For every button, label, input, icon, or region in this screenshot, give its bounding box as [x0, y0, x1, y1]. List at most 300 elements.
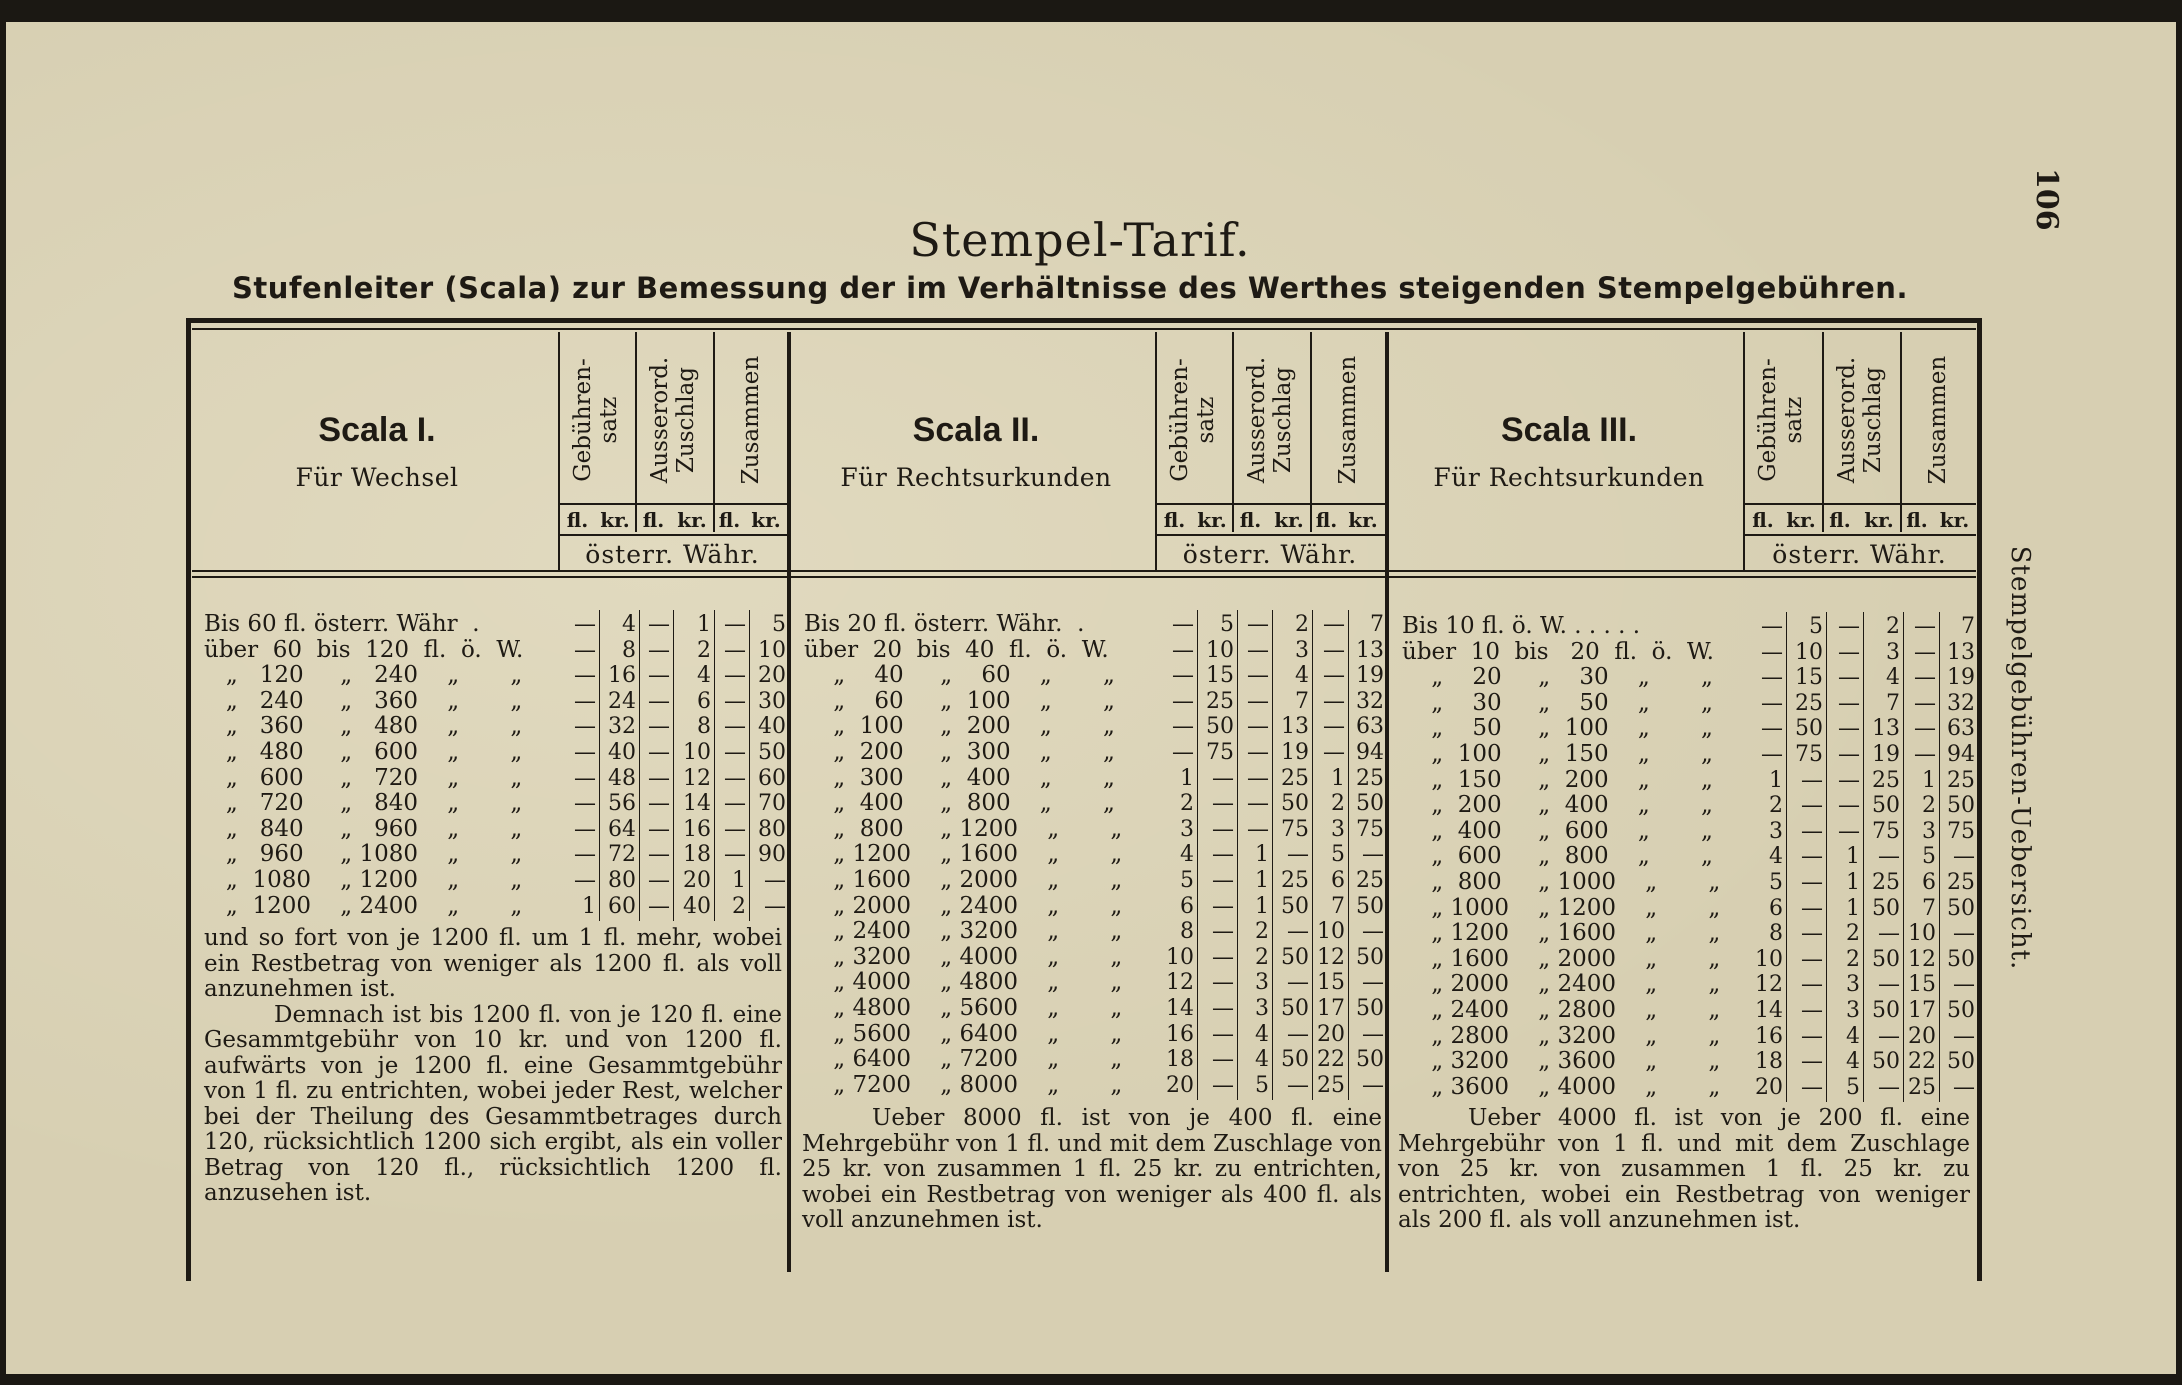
- zuschlag-fl-cell: —: [648, 714, 670, 740]
- gebuehr-fl-cell: —: [574, 740, 596, 765]
- gebuehr-kr-cell: 10: [1795, 639, 1823, 665]
- zuschlag-kr-cell: 50: [1872, 946, 1900, 972]
- gebuehr-fl-cell: 8: [1769, 921, 1783, 947]
- table-row: [804, 996, 1382, 1021]
- zuschlag-fl-cell: —: [648, 663, 670, 689]
- table-row: [804, 817, 1382, 842]
- gebuehr-fl-cell: 20: [1755, 1074, 1783, 1100]
- zusammen-fl-cell: 6: [1331, 868, 1345, 893]
- range-label: „ 120 „ 240 „ „: [204, 662, 523, 689]
- gebuehr-kr-cell: 16: [608, 663, 636, 689]
- zusammen-kr-cell: 50: [1947, 895, 1975, 921]
- gebuehr-kr-cell: 64: [608, 816, 636, 842]
- gebuehr-kr-cell: 15: [1206, 663, 1234, 689]
- gebuehr-kr-cell: 60: [608, 893, 636, 919]
- range-label: „ 2800 „ 3200 „ „: [1402, 1022, 1721, 1049]
- zuschlag-kr-cell: 2: [1886, 614, 1900, 639]
- gebuehr-fl-cell: —: [574, 816, 596, 842]
- zuschlag-kr-cell: 50: [1281, 1047, 1309, 1073]
- zuschlag-kr-cell: 75: [1872, 818, 1900, 844]
- range-label: „ 1080 „ 1200 „ „: [204, 867, 523, 893]
- zuschlag-kr-cell: 50: [1281, 944, 1309, 970]
- zuschlag-fl-cell: —: [1838, 614, 1860, 639]
- gebuehr-fl-cell: 8: [1180, 919, 1194, 945]
- gebuehr-fl-cell: —: [1761, 716, 1783, 742]
- table-row: [804, 791, 1382, 816]
- zusammen-fl-cell: 1: [732, 868, 746, 893]
- zuschlag-fl-cell: 5: [1255, 1072, 1269, 1098]
- gebuehr-kr-cell: —: [1801, 818, 1823, 844]
- gebuehr-fl-cell: —: [1761, 665, 1783, 691]
- zuschlag-kr-cell: 25: [1281, 868, 1309, 893]
- gebuehr-kr-cell: —: [1212, 842, 1234, 868]
- zusammen-fl-cell: —: [1914, 690, 1936, 716]
- range-label: „ 400 „ 600 „ „: [1402, 817, 1713, 844]
- gebuehr-fl-cell: —: [1172, 688, 1194, 714]
- zuschlag-fl-cell: 2: [1846, 946, 1860, 972]
- zusammen-fl-cell: —: [1914, 614, 1936, 639]
- zusammen-fl-cell: —: [724, 816, 746, 842]
- zuschlag-kr-cell: 6: [697, 688, 711, 714]
- zusammen-fl-cell: 5: [1922, 844, 1936, 870]
- zuschlag-kr-cell: 25: [1872, 870, 1900, 895]
- page-number: 106: [2029, 168, 2064, 231]
- zuschlag-kr-cell: —: [1287, 919, 1309, 945]
- range-label: „ 800 „ 1000 „ „: [1402, 869, 1721, 895]
- gebuehr-fl-cell: —: [1172, 612, 1194, 637]
- zusammen-kr-cell: 13: [1947, 639, 1975, 665]
- zuschlag-kr-cell: 20: [683, 868, 711, 893]
- gebuehr-kr-cell: 32: [608, 714, 636, 740]
- zusammen-fl-cell: —: [1323, 663, 1345, 689]
- scala-1-table: [204, 612, 784, 922]
- zuschlag-header: Ausserord. Zuschlag: [647, 356, 699, 484]
- range-label: „ 960 „ 1080 „ „: [204, 841, 523, 868]
- zusammen-fl-cell: —: [724, 612, 746, 637]
- gebuehr-fl-cell: —: [574, 842, 596, 868]
- range-label: „ 200 „ 300 „ „: [804, 739, 1115, 765]
- note-paragraph: und so fort von je 1200 fl. um 1 fl. mehr, wobei ein Restbetrag von weniger als 1200 fl. als voll anzunehmen ist.: [204, 925, 782, 1002]
- zusammen-kr-cell: —: [1953, 972, 1975, 998]
- column-rule: [1197, 610, 1198, 1100]
- table-row: [1402, 843, 1975, 870]
- scala-3-note: [1398, 1106, 1970, 1234]
- table-row: [1402, 715, 1975, 742]
- table-row: [804, 740, 1382, 765]
- column-rule: [749, 610, 750, 921]
- zusammen-fl-cell: —: [724, 663, 746, 689]
- table-row: [204, 612, 784, 637]
- range-label: „ 6400 „ 7200 „ „: [804, 1046, 1123, 1073]
- zusammen-fl-cell: 17: [1908, 998, 1936, 1023]
- zuschlag-fl-cell: 1: [1255, 893, 1269, 919]
- zusammen-kr-cell: —: [764, 868, 786, 893]
- zuschlag-fl-cell: —: [1838, 767, 1860, 793]
- zuschlag-fl-cell: —: [1247, 688, 1269, 714]
- column-rule: [1826, 612, 1827, 1102]
- gebuehr-fl-cell: —: [1761, 614, 1783, 639]
- scala-2-subtitle: Für Rechtsurkunden: [840, 463, 1112, 492]
- gebuehr-kr-cell: 25: [1206, 688, 1234, 714]
- zuschlag-kr-cell: —: [1878, 921, 1900, 947]
- zusammen-kr-cell: 19: [1947, 665, 1975, 691]
- gebuehr-kr-cell: —: [1212, 893, 1234, 919]
- zusammen-fl-cell: —: [724, 688, 746, 714]
- gebuehr-fl-cell: 16: [1755, 1023, 1783, 1049]
- zuschlag-fl-cell: 4: [1846, 1049, 1860, 1075]
- page-title: Stempel-Tarif.: [909, 213, 1251, 267]
- range-label: „ 1200 „ 2400 „ „: [204, 892, 523, 919]
- table-row: [204, 638, 784, 663]
- zuschlag-fl-cell: —: [1838, 690, 1860, 716]
- table-row: [804, 638, 1382, 663]
- table-row: [204, 689, 784, 714]
- table-row: [1402, 817, 1975, 844]
- gebuehr-kr-cell: —: [1212, 944, 1234, 970]
- zuschlag-fl-cell: 5: [1846, 1074, 1860, 1100]
- zuschlag-fl-cell: 4: [1255, 1021, 1269, 1047]
- gebuehr-fl-cell: —: [574, 637, 596, 663]
- range-label: Bis 10 fl. ö. W. . . . . .: [1402, 613, 1641, 639]
- gebuehr-fl-cell: —: [574, 765, 596, 791]
- gebuehr-fl-cell: —: [574, 791, 596, 817]
- zuschlag-kr-cell: 40: [683, 893, 711, 919]
- gebuehr-fl-cell: 10: [1755, 946, 1783, 972]
- gebuehr-kr-cell: —: [1801, 895, 1823, 921]
- zusammen-fl-cell: 10: [1908, 921, 1936, 947]
- gebuehr-kr-cell: 50: [1206, 714, 1234, 740]
- zuschlag-fl-cell: —: [648, 740, 670, 765]
- zuschlag-kr-cell: 50: [1872, 1049, 1900, 1075]
- zuschlag-kr-cell: 2: [697, 637, 711, 663]
- range-label: Bis 20 fl. österr. Währ. .: [804, 611, 1085, 637]
- table-row: [204, 868, 784, 893]
- table-row: [1402, 894, 1975, 921]
- range-label: „ 40 „ 60 „ „: [804, 662, 1115, 689]
- zusammen-fl-cell: 5: [1331, 842, 1345, 868]
- gebuehr-fl-cell: 3: [1180, 816, 1194, 842]
- gebuehr-kr-cell: 48: [608, 765, 636, 791]
- table-row: [804, 970, 1382, 995]
- zuschlag-kr-cell: 3: [1886, 639, 1900, 665]
- zusammen-header: Zusammen: [738, 355, 764, 485]
- header-rule-bottom: [192, 576, 1976, 578]
- range-label: „ 400 „ 800 „ „: [804, 790, 1115, 817]
- zuschlag-kr-cell: 7: [1886, 690, 1900, 716]
- zusammen-fl-cell: —: [1914, 665, 1936, 691]
- zusammen-fl-cell: 15: [1908, 972, 1936, 998]
- zusammen-kr-cell: 20: [758, 663, 786, 689]
- zuschlag-kr-cell: —: [1878, 972, 1900, 998]
- table-row: [1402, 689, 1975, 716]
- table-row: [804, 612, 1382, 637]
- zusammen-fl-cell: 22: [1908, 1049, 1936, 1075]
- column-rule: [1312, 610, 1313, 1100]
- zusammen-fl-cell: —: [1323, 637, 1345, 663]
- scala-1-subtitle: Für Wechsel: [295, 463, 459, 492]
- gebuehr-kr-cell: 50: [1795, 716, 1823, 742]
- zusammen-kr-cell: 32: [1947, 690, 1975, 716]
- zusammen-fl-cell: 10: [1317, 919, 1345, 945]
- zuschlag-kr-cell: 1: [697, 612, 711, 637]
- range-label: „ 30 „ 50 „ „: [1402, 689, 1713, 716]
- gebuehr-kr-cell: 10: [1206, 637, 1234, 663]
- zusammen-fl-cell: —: [1914, 716, 1936, 742]
- table-row: [1402, 741, 1975, 767]
- zuschlag-fl-cell: 1: [1255, 868, 1269, 893]
- column-rule: [1237, 610, 1238, 1100]
- table-row: [804, 868, 1382, 893]
- range-label: „ 20 „ 30 „ „: [1402, 664, 1713, 691]
- zusammen-fl-cell: 17: [1317, 996, 1345, 1021]
- zuschlag-fl-cell: —: [1838, 665, 1860, 691]
- table-row: [804, 689, 1382, 714]
- column-rule: [1272, 610, 1273, 1100]
- scala-2-table: [804, 612, 1382, 1102]
- zuschlag-fl-cell: —: [1247, 791, 1269, 817]
- zusammen-kr-cell: 94: [1947, 742, 1975, 767]
- zuschlag-kr-cell: —: [1878, 844, 1900, 870]
- zuschlag-fl-cell: —: [1247, 663, 1269, 689]
- gebuehr-kr-cell: —: [1212, 765, 1234, 791]
- zusammen-kr-cell: 70: [758, 791, 786, 817]
- gebuehr-kr-cell: —: [1212, 1021, 1234, 1047]
- zusammen-fl-cell: 3: [1922, 818, 1936, 844]
- zuschlag-kr-cell: 14: [683, 791, 711, 817]
- zuschlag-kr-cell: —: [1287, 1072, 1309, 1098]
- column-rule: [1903, 612, 1904, 1102]
- gebuehr-kr-cell: 15: [1795, 665, 1823, 691]
- zusammen-kr-cell: —: [1953, 1023, 1975, 1049]
- zusammen-kr-cell: 25: [1356, 765, 1384, 791]
- zusammen-kr-cell: —: [1362, 1021, 1384, 1047]
- table-row: [804, 663, 1382, 688]
- gebuehr-kr-cell: —: [1212, 816, 1234, 842]
- gebuehr-fl-cell: 4: [1180, 842, 1194, 868]
- zusammen-fl-cell: —: [724, 791, 746, 817]
- gebuehr-kr-cell: —: [1212, 1047, 1234, 1073]
- range-label: „ 150 „ 200 „ „: [1402, 766, 1713, 793]
- zusammen-kr-cell: 63: [1356, 714, 1384, 740]
- column-rule: [714, 610, 715, 921]
- table-row: [1402, 1073, 1975, 1100]
- zuschlag-fl-cell: —: [1247, 816, 1269, 842]
- zuschlag-kr-cell: —: [1287, 970, 1309, 996]
- gebuehr-fl-cell: —: [574, 663, 596, 689]
- gebuehr-fl-cell: —: [1761, 742, 1783, 767]
- table-row: [1402, 920, 1975, 947]
- column-rule: [1863, 612, 1864, 1102]
- zuschlag-fl-cell: 2: [1846, 921, 1860, 947]
- zuschlag-kr-cell: 4: [697, 663, 711, 689]
- range-label: „ 1600 „ 2000 „ „: [804, 867, 1123, 893]
- frame-inner-rule: [192, 328, 1976, 330]
- gebuehr-kr-cell: —: [1801, 921, 1823, 947]
- zusammen-fl-cell: 2: [1922, 793, 1936, 819]
- table-row: [204, 791, 784, 816]
- gebuehr-fl-cell: 12: [1755, 972, 1783, 998]
- zusammen-fl-cell: —: [1914, 639, 1936, 665]
- zuschlag-fl-cell: 4: [1846, 1023, 1860, 1049]
- zusammen-fl-cell: —: [1323, 612, 1345, 637]
- zusammen-fl-cell: 20: [1317, 1021, 1345, 1047]
- scala-2-title: Scala II.: [912, 411, 1040, 449]
- range-label: Bis 60 fl. österr. Währ .: [204, 611, 480, 637]
- note-paragraph: Demnach ist bis 1200 fl. von je 120 fl. eine Gesammtgebühr von 10 kr. und von 1200 fl. aufwärts von je 1200 fl. eine Gesammtgebühr von 1 fl. zu entrichten, wobei jeder Rest, welcher bei der Theilung des Gesammtbetrages durch 120, rücksichtlich 1200 sich ergibt, als ein voller Betrag von 120 fl., rücksichtlich 1200 fl. anzusehen ist.: [204, 1001, 782, 1206]
- scala-1-title: Scala I.: [318, 411, 436, 449]
- zuschlag-fl-cell: —: [648, 868, 670, 893]
- range-label: „ 360 „ 480 „ „: [204, 713, 523, 740]
- gebuehr-fl-cell: 3: [1769, 818, 1783, 844]
- zusammen-fl-cell: —: [724, 637, 746, 663]
- range-label: „ 3200 „ 3600 „ „: [1402, 1048, 1721, 1075]
- zusammen-fl-cell: —: [724, 842, 746, 868]
- table-row: [1402, 1022, 1975, 1049]
- zusammen-fl-cell: 20: [1908, 1023, 1936, 1049]
- zusammen-fl-cell: —: [724, 765, 746, 791]
- range-label: „ 720 „ 840 „ „: [204, 790, 523, 817]
- zusammen-kr-cell: 30: [758, 688, 786, 714]
- gebuehr-kr-cell: 40: [608, 740, 636, 765]
- gebuehr-kr-cell: —: [1212, 970, 1234, 996]
- gebuehr-kr-cell: 5: [1220, 612, 1234, 637]
- gebuehr-kr-cell: 80: [608, 868, 636, 893]
- table-row: [204, 714, 784, 739]
- zuschlag-fl-cell: 2: [1255, 919, 1269, 945]
- zusammen-kr-cell: 7: [1961, 614, 1975, 639]
- zuschlag-fl-cell: 4: [1255, 1047, 1269, 1073]
- zuschlag-kr-cell: 50: [1281, 996, 1309, 1021]
- zusammen-fl-cell: 15: [1317, 970, 1345, 996]
- gebuehr-fl-cell: 5: [1180, 868, 1194, 893]
- range-label: „ 1200 „ 1600 „ „: [804, 841, 1123, 868]
- scala-2-note: [802, 1106, 1382, 1234]
- zuschlag-kr-cell: —: [1878, 1023, 1900, 1049]
- gebuehr-fl-cell: 14: [1755, 998, 1783, 1023]
- range-label: „ 2400 „ 3200 „ „: [804, 918, 1123, 945]
- gebuehr-fl-cell: 2: [1180, 791, 1194, 817]
- zuschlag-fl-cell: 2: [1255, 944, 1269, 970]
- gebuehr-kr-cell: —: [1212, 996, 1234, 1021]
- zusammen-kr-cell: 80: [758, 816, 786, 842]
- gebuehr-kr-cell: —: [1801, 767, 1823, 793]
- gebuehr-kr-cell: —: [1212, 919, 1234, 945]
- zuschlag-kr-cell: 19: [1872, 742, 1900, 767]
- zusammen-kr-cell: —: [764, 893, 786, 919]
- gebuehr-kr-cell: 5: [1809, 614, 1823, 639]
- header-rule-top: [192, 570, 1976, 572]
- gebuehr-fl-cell: 10: [1166, 944, 1194, 970]
- column-rule: [1348, 610, 1349, 1100]
- zuschlag-fl-cell: —: [1247, 637, 1269, 663]
- gebuehr-kr-cell: —: [1801, 1023, 1823, 1049]
- gebuehr-fl-cell: —: [1172, 740, 1194, 765]
- gebuehr-fl-cell: 18: [1755, 1049, 1783, 1075]
- zusammen-fl-cell: 1: [1331, 765, 1345, 791]
- range-label: „ 2000 „ 2400 „ „: [1402, 971, 1721, 998]
- gebuehr-fl-cell: —: [574, 868, 596, 893]
- zuschlag-fl-cell: —: [1838, 742, 1860, 767]
- zusammen-kr-cell: 19: [1356, 663, 1384, 689]
- zuschlag-fl-cell: 3: [1846, 972, 1860, 998]
- gebuehr-fl-cell: —: [1761, 690, 1783, 716]
- gebuehr-fl-cell: 4: [1769, 844, 1783, 870]
- zusammen-fl-cell: —: [724, 740, 746, 765]
- zuschlag-kr-cell: —: [1287, 1021, 1309, 1047]
- column-rule: [639, 610, 640, 921]
- zusammen-kr-cell: —: [1362, 919, 1384, 945]
- zuschlag-kr-cell: 50: [1872, 793, 1900, 819]
- unit-row: fl. kr. fl. kr. fl. kr.: [1752, 508, 1970, 532]
- zuschlag-kr-cell: 13: [1872, 716, 1900, 742]
- zusammen-fl-cell: 25: [1908, 1074, 1936, 1100]
- table-row: [1402, 766, 1975, 793]
- gebuehr-kr-cell: 72: [608, 842, 636, 868]
- zuschlag-kr-cell: 50: [1281, 791, 1309, 817]
- table-row: [804, 714, 1382, 739]
- note-paragraph: Ueber 4000 fl. ist von je 200 fl. eine Mehrgebühr von 1 fl. und mit dem Zuschlage von 25 kr. von zusammen 1 fl. 25 kr. zu entrichten, wobei ein Restbetrag von weniger als 200 fl. als voll anzunehmen ist.: [1398, 1105, 1970, 1233]
- zuschlag-fl-cell: —: [1247, 612, 1269, 637]
- zuschlag-fl-cell: —: [648, 637, 670, 663]
- zusammen-header: Zusammen: [1335, 355, 1361, 485]
- gebuehr-kr-cell: —: [1212, 868, 1234, 893]
- range-label: „ 600 „ 800 „ „: [1402, 843, 1713, 870]
- side-title: Stempelgebühren-Uebersicht.: [2005, 545, 2035, 971]
- gebuehr-kr-cell: —: [1801, 998, 1823, 1023]
- table-row: [804, 945, 1382, 970]
- zusammen-kr-cell: 25: [1947, 870, 1975, 895]
- zuschlag-fl-cell: 3: [1255, 996, 1269, 1021]
- zusammen-kr-cell: 50: [758, 740, 786, 765]
- column-rule: [1786, 612, 1787, 1102]
- zuschlag-kr-cell: 13: [1281, 714, 1309, 740]
- table-row: [204, 817, 784, 842]
- range-label: „ 7200 „ 8000 „ „: [804, 1071, 1123, 1098]
- zusammen-kr-cell: 25: [1356, 868, 1384, 893]
- zusammen-kr-cell: 63: [1947, 716, 1975, 742]
- range-label: „ 480 „ 600 „ „: [204, 739, 523, 765]
- range-label: „ 2000 „ 2400 „ „: [804, 892, 1123, 919]
- zusammen-fl-cell: 3: [1331, 816, 1345, 842]
- range-label: „ 100 „ 150 „ „: [1402, 741, 1713, 767]
- gebuehr-fl-cell: 20: [1166, 1072, 1194, 1098]
- zusammen-kr-cell: 50: [1356, 944, 1384, 970]
- zuschlag-fl-cell: —: [1838, 818, 1860, 844]
- gebuehr-fl-cell: 6: [1769, 895, 1783, 921]
- zuschlag-header: Ausserord. Zuschlag: [1244, 356, 1296, 484]
- range-label: „ 600 „ 720 „ „: [204, 764, 523, 791]
- zuschlag-header: Ausserord. Zuschlag: [1834, 356, 1886, 484]
- zusammen-fl-cell: 2: [1331, 791, 1345, 817]
- range-label: „ 50 „ 100 „ „: [1402, 715, 1713, 742]
- zusammen-kr-cell: 60: [758, 765, 786, 791]
- table-row: [204, 663, 784, 688]
- range-label: „ 1000 „ 1200 „ „: [1402, 894, 1721, 921]
- zuschlag-fl-cell: —: [648, 612, 670, 637]
- range-label: „ 100 „ 200 „ „: [804, 713, 1115, 740]
- zusammen-kr-cell: —: [1362, 1072, 1384, 1098]
- gebuehrensatz-header: Gebühren- satz: [1755, 358, 1807, 482]
- gebuehr-fl-cell: 14: [1166, 996, 1194, 1021]
- zusammen-fl-cell: 7: [1331, 893, 1345, 919]
- zuschlag-fl-cell: —: [648, 893, 670, 919]
- gebuehr-fl-cell: —: [1761, 639, 1783, 665]
- gebuehrensatz-header: Gebühren- satz: [1167, 358, 1219, 482]
- table-row: [1402, 638, 1975, 665]
- zuschlag-kr-cell: 75: [1281, 816, 1309, 842]
- gebuehr-fl-cell: 1: [1180, 765, 1194, 791]
- range-label: „ 4000 „ 4800 „ „: [804, 969, 1123, 996]
